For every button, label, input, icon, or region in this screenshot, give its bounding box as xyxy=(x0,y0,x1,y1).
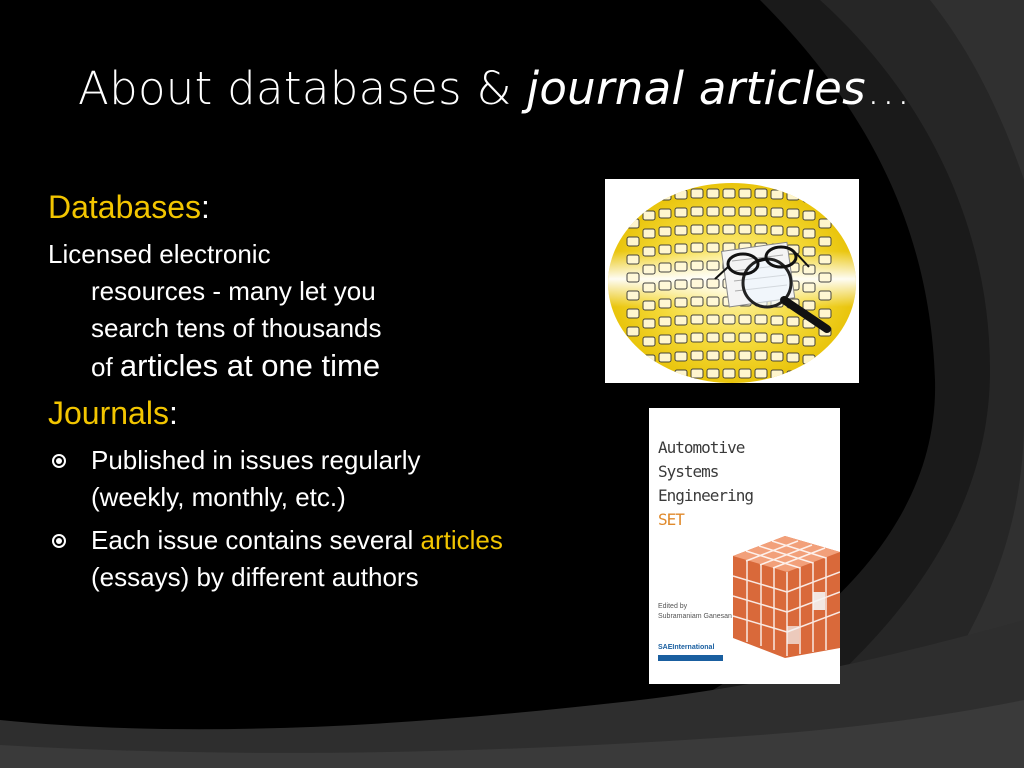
book-cover-image xyxy=(649,408,840,684)
circle-dot-bullet-icon xyxy=(52,454,66,468)
database-globe-icon xyxy=(605,179,859,383)
databases-line-4-small: of xyxy=(91,352,120,382)
list-item xyxy=(48,442,508,516)
slide-title xyxy=(78,62,911,115)
book-title-line-1: Automotive xyxy=(658,438,745,457)
publisher-bar xyxy=(658,655,723,661)
database-globe-image xyxy=(605,179,859,383)
journals-bullet-2-b: (essays) by different authors xyxy=(91,562,419,592)
title-prefix: About databases & xyxy=(78,62,527,115)
title-italic: journal articles xyxy=(526,62,866,115)
databases-line-4-big: articles at one time xyxy=(119,348,381,383)
circle-dot-bullet-icon xyxy=(52,534,66,548)
databases-line-3: search tens of thousands xyxy=(91,313,382,343)
databases-heading-text: Databases xyxy=(48,189,201,225)
databases-heading xyxy=(48,186,508,228)
journals-heading-text: Journals xyxy=(48,395,169,431)
journals-bullet-1: Published in issues regularly (weekly, monthly, etc.) xyxy=(91,445,421,512)
list-item xyxy=(48,522,508,596)
databases-description xyxy=(48,236,508,386)
book-editor xyxy=(658,602,732,622)
book-set-label: SET xyxy=(658,510,684,529)
book-edited-by: Edited by xyxy=(658,603,688,610)
databases-line-1: Licensed electronic xyxy=(48,239,271,269)
cube-grid-illustration xyxy=(725,526,840,658)
slide-content xyxy=(48,186,508,602)
journals-heading xyxy=(48,392,508,434)
journals-colon: : xyxy=(168,395,178,431)
journals-list xyxy=(48,442,508,596)
journals-bullet-2-highlight: articles xyxy=(420,525,503,555)
publisher-logo: SAEInternational xyxy=(658,644,715,651)
databases-colon: : xyxy=(200,189,210,225)
book-title-line-3: Engineering xyxy=(658,486,753,505)
book-editor-name: Subramaniam Ganesan xyxy=(658,613,732,620)
book-title-line-2: Systems xyxy=(658,462,719,481)
title-suffix: … xyxy=(865,62,912,115)
book-title xyxy=(658,436,753,508)
databases-line-2: resources - many let you xyxy=(91,276,376,306)
journals-bullet-2-a: Each issue contains several xyxy=(91,525,421,555)
